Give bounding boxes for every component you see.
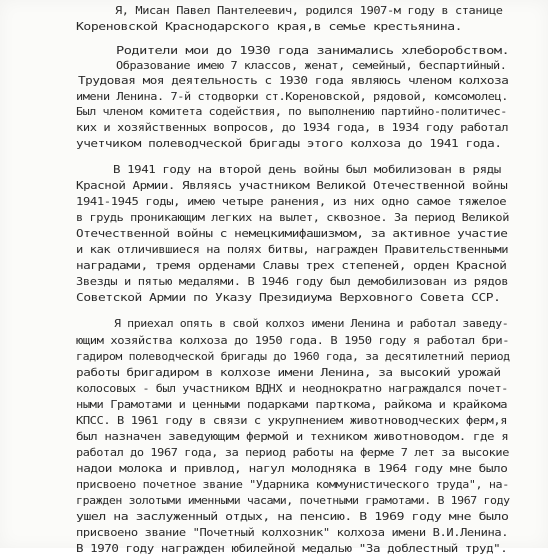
text-line: ушел на заслуженный отдых, на пенсию. В 1969 году мне было xyxy=(76,511,509,523)
text-line: имени Ленина. 7-й стодворки ст.Кореновской, рядовой, комсомолец. xyxy=(76,91,508,103)
text-line: ными Грамотами и ценными подарками парткома, райкома и крайкома xyxy=(76,399,508,411)
text-line: В 1970 году награжден юбилейной медалью "За доблестный труд". xyxy=(76,543,508,555)
text-line: присвоено почетное звание "Ударника коммунистического труда", на- xyxy=(76,479,509,491)
text-line: присвоено звание "Почетный колхозник" колхоза имени В.И.Ленина. xyxy=(76,527,509,539)
text-line: Трудовая моя деятельность с 1930 года являюсь членом колхоза xyxy=(78,75,509,87)
text-line: колосовых - был участником ВДНХ и неоднократно награждался почет- xyxy=(76,383,508,395)
text-line: 1941-1945 годы, имею четыре ранения, из них одно самое тяжелое xyxy=(76,196,507,208)
text-line: в грудь проникающим легких на вылет, сквозное. За период Великой xyxy=(76,212,509,224)
text-line: работал до 1967 года, за период работы на ферме 7 лет за высокие xyxy=(76,447,509,459)
text-line: гражден золотыми именными часами, почетными грамотами. В 1967 году xyxy=(76,495,510,507)
text-line: надои молока и привлод, нагул молодняка в 1964 году мне было xyxy=(76,463,508,475)
text-line: Был членом комитета содействия, по выполнению партийно-политичес- xyxy=(76,106,507,118)
text-line: работы бригадиром в колхозе имени Ленина, за высокий урожай xyxy=(76,367,501,379)
text-line: гадиром полеводческой бригады до 1960 года, за десятилетний период xyxy=(76,351,510,363)
text-line: ких и хозяйственных вопросов, до 1934 года, в 1934 году работал xyxy=(76,122,509,134)
text-line: был назначен заведующим фермой и техником животноводом. где я xyxy=(76,431,509,443)
text-line: Советской Армии по Указу Президиума Верховного Совета ССР. xyxy=(76,292,501,304)
text-line: Кореновской Краснодарского края,в семье крестьянина. xyxy=(76,21,463,33)
text-line: ющим хозяйства колхоза до 1950 года. В 1950 году я работал бри- xyxy=(76,335,510,347)
text-line: В 1941 году на второй день войны был мобилизован в ряды xyxy=(113,164,501,176)
text-line: Я приехал опять в свой колхоз имени Ленина и работал заведу- xyxy=(114,318,509,330)
text-line: Звезды и пятью медалями. В 1946 году был демобилизован из рядов xyxy=(76,276,509,288)
text-line: Образование имею 7 классов, женат, семейный, беспартийный. xyxy=(116,60,507,72)
text-line: наградами, тремя орденами Славы трех степеней, орден Красной xyxy=(76,260,507,272)
text-line: и как отличившиеся на полях битвы, награжден Правительственными xyxy=(76,244,509,256)
text-line: Я, Мисан Павел Пантелеевич, родился 1907-м году в станице xyxy=(115,5,503,17)
text-line: КПСС. В 1961 году в связи с укрупнением животноводческих ферм,я xyxy=(76,415,508,427)
text-line: Отечественной войны с немецкимифашизмом, за активное участие xyxy=(76,228,508,240)
text-line: учетчиком полеводческой бригады этого колхоза до 1941 года. xyxy=(76,138,502,150)
text-line: Красной Армии. Являясь участником Великой Отечественной войны xyxy=(76,180,508,192)
text-line: Родители мои до 1930 года занимались хлеборобством. xyxy=(116,45,510,57)
